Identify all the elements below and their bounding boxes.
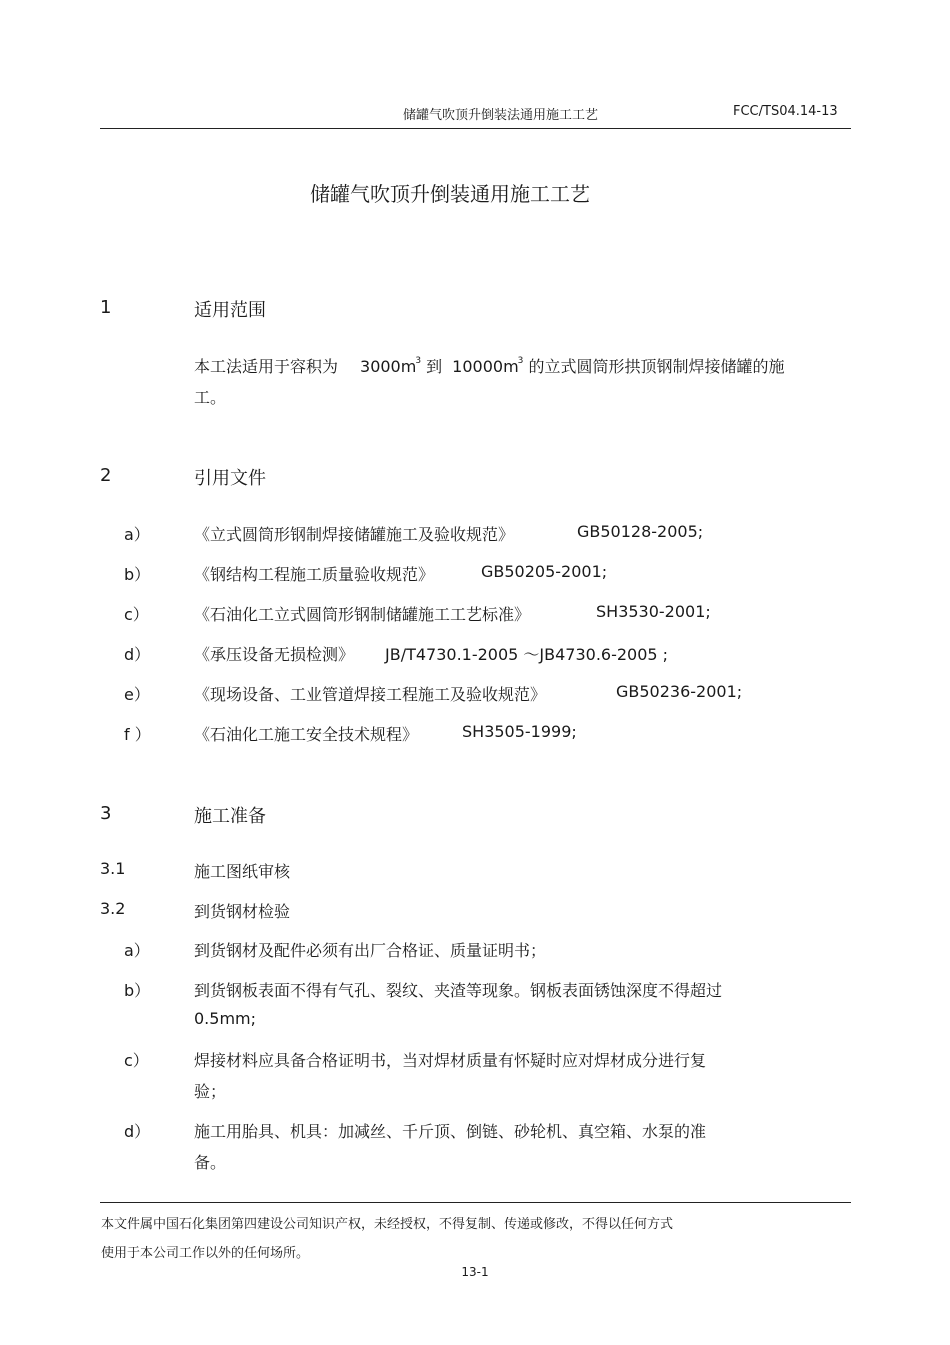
footer-line2: 使用于本公司工作以外的任何场所。 — [101, 1246, 310, 1261]
section3-title: 施工准备 — [194, 806, 266, 827]
ref-code-c: SH3530-2001; — [596, 602, 711, 621]
check-text-d-line2: 备。 — [194, 1153, 227, 1172]
ref-code-b: GB50205-2001; — [481, 562, 608, 581]
check-text-b-line1: 到货钢板表面不得有气孔、裂纹、夹渣等现象。钢板表面锈蚀深度不得超过 — [194, 981, 723, 1000]
page-title: 储罐气吹顶升倒装通用施工工艺 — [310, 182, 590, 206]
ref-name-d: 《承压设备无损检测》 — [194, 645, 355, 664]
check-label-a: a） — [124, 941, 150, 960]
section1-sup1: 3 — [415, 356, 422, 366]
subsection-3-1-title: 施工图纸审核 — [194, 862, 291, 881]
section1-value1: 3000m — [360, 357, 417, 376]
section3-number: 3 — [100, 803, 112, 824]
footer-line1: 本文件属中国石化集团第四建设公司知识产权，未经授权，不得复制、传递或修改，不得以任何方式 — [101, 1217, 674, 1232]
check-text-d-line1: 施工用胎具、机具：加减丝、千斤顶、倒链、砂轮机、真空箱、水泵的准 — [194, 1122, 707, 1141]
check-label-d: d） — [124, 1122, 151, 1141]
header-doc-title: 储罐气吹顶升倒装法通用施工工艺 — [403, 108, 599, 123]
section1-title: 适用范围 — [194, 300, 266, 321]
section1-value2: 10000m — [452, 357, 519, 376]
footer-rule — [100, 1202, 851, 1203]
section1-number: 1 — [100, 297, 112, 318]
ref-label-e: e） — [124, 685, 150, 704]
ref-label-f: f ） — [124, 725, 151, 744]
section1-text-a: 本工法适用于容积为 — [194, 357, 339, 376]
section1-sup2: 3 — [517, 356, 524, 366]
ref-label-a: a） — [124, 525, 150, 544]
section1-paragraph-line2: 工。 — [194, 388, 227, 407]
check-label-b: b） — [124, 981, 151, 1000]
ref-name-f: 《石油化工施工安全技术规程》 — [194, 725, 419, 744]
ref-name-b: 《钢结构工程施工质量验收规范》 — [194, 565, 435, 584]
ref-code-e: GB50236-2001; — [616, 682, 743, 701]
check-text-b-line2: 0.5mm; — [194, 1009, 257, 1028]
check-text-c-line2: 验； — [194, 1082, 227, 1101]
section2-title: 引用文件 — [194, 468, 266, 489]
ref-code-f: SH3505-1999; — [462, 722, 577, 741]
page-number: 13-1 — [461, 1265, 489, 1279]
section2-number: 2 — [100, 465, 112, 486]
ref-code-a: GB50128-2005; — [577, 522, 704, 541]
header-doc-code: FCC/TS04.14-13 — [733, 104, 838, 119]
ref-label-d: d） — [124, 645, 151, 664]
check-label-c: c） — [124, 1051, 149, 1070]
check-text-c-line1: 焊接材料应具备合格证明书，当对焊材质量有怀疑时应对焊材成分进行复 — [194, 1051, 707, 1070]
section1-paragraph-line1 — [194, 354, 785, 377]
ref-name-e: 《现场设备、工业管道焊接工程施工及验收规范》 — [194, 685, 547, 704]
ref-label-b: b） — [124, 565, 151, 584]
section1-text-b: 到 — [426, 357, 443, 376]
ref-name-c: 《石油化工立式圆筒形钢制储罐施工工艺标准》 — [194, 605, 531, 624]
subsection-3-2-number: 3.2 — [100, 899, 126, 918]
subsection-3-1-number: 3.1 — [100, 859, 126, 878]
ref-label-c: c） — [124, 605, 149, 624]
ref-code-d: JB/T4730.1-2005 ～JB4730.6-2005 ; — [385, 645, 669, 664]
header-rule — [100, 128, 851, 129]
section1-text-c: 的立式圆筒形拱顶钢制焊接储罐的施 — [528, 357, 785, 376]
ref-name-a: 《立式圆筒形钢制焊接储罐施工及验收规范》 — [194, 525, 515, 544]
check-text-a: 到货钢材及配件必须有出厂合格证、质量证明书； — [194, 941, 547, 960]
subsection-3-2-title: 到货钢材检验 — [194, 902, 291, 921]
